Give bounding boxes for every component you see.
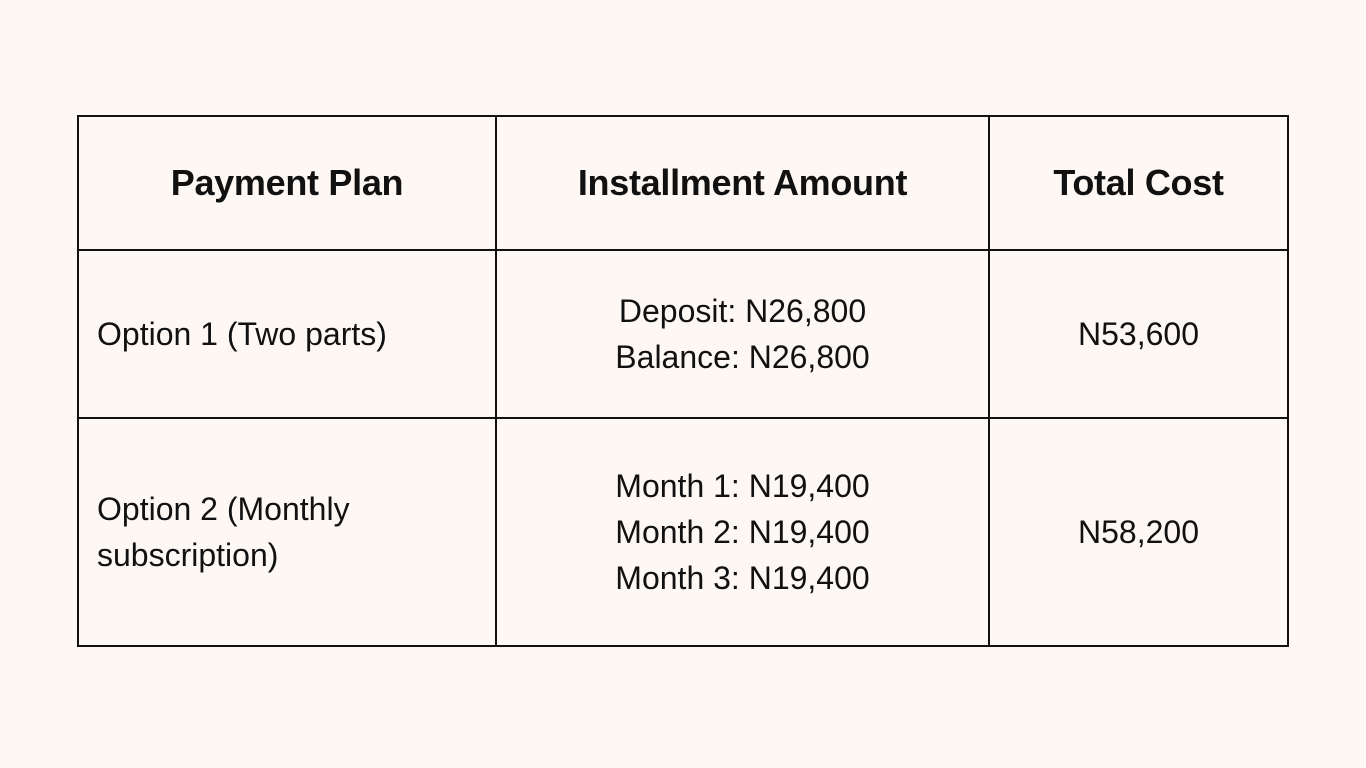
installment-line: Month 3: N19,400 [615,560,870,596]
plan-cell [78,250,496,418]
header-installment-amount: Installment Amount [496,116,989,250]
total-cost-cell: N53,600 [989,250,1288,418]
header-payment-plan: Payment Plan [78,116,496,250]
plan-cell [78,418,496,646]
installment-line: Month 1: N19,400 [615,468,870,504]
plan-name: Option 1 (Two parts) [97,316,387,352]
table-header-row [78,116,1288,250]
installment-cell [496,418,989,646]
installment-line: Balance: N26,800 [615,339,870,375]
table-row [78,250,1288,418]
plan-name: Option 2 (Monthly [97,491,350,527]
table-row [78,418,1288,646]
payment-plan-table [77,115,1289,647]
plan-name-continued: subscription) [97,537,279,573]
installment-cell [496,250,989,418]
installment-line: Month 2: N19,400 [615,514,870,550]
installment-line: Deposit: N26,800 [618,293,867,329]
total-cost-cell: N58,200 [989,418,1288,646]
header-total-cost: Total Cost [989,116,1288,250]
